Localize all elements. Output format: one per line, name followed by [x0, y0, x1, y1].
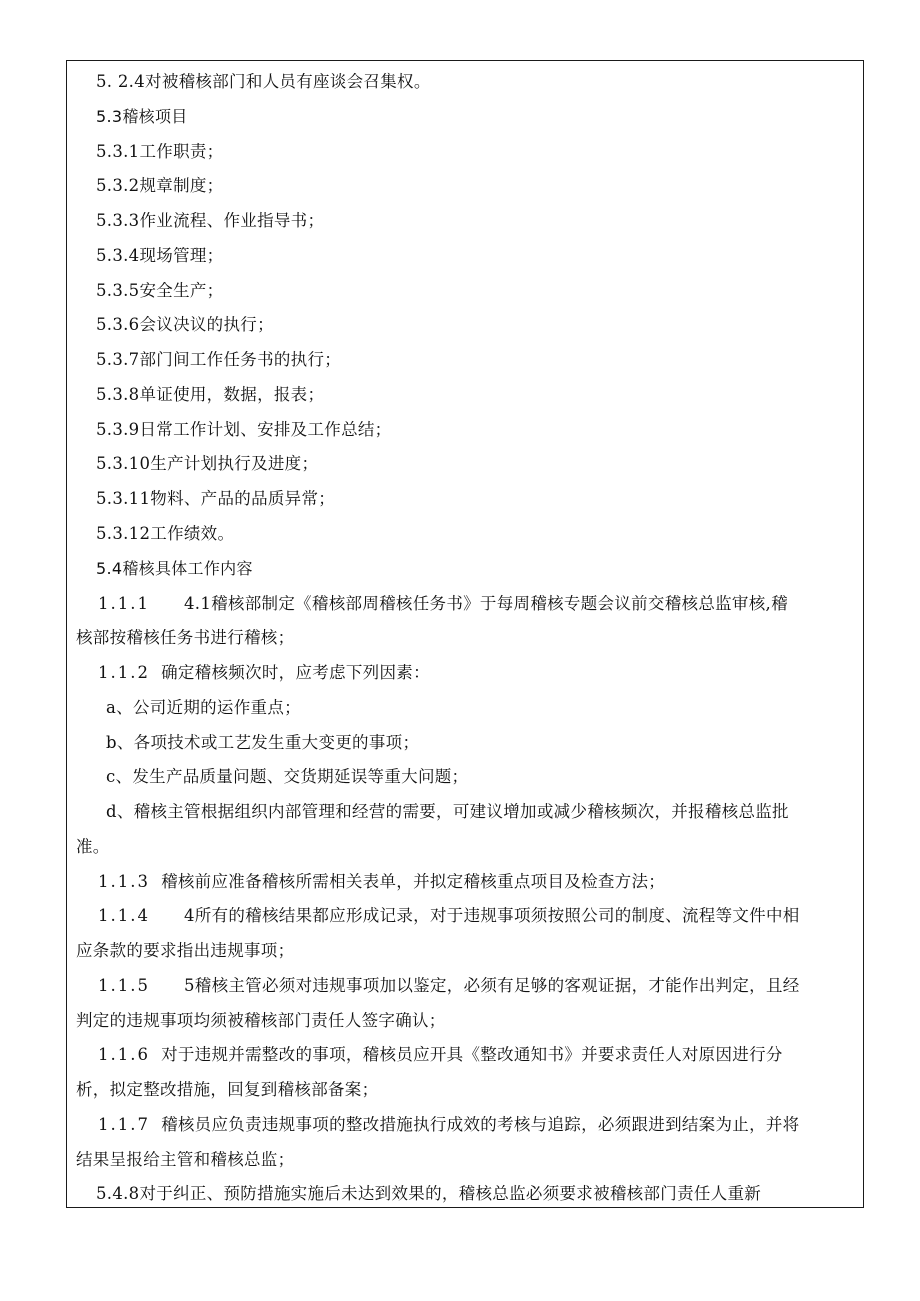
- paragraph-text: 确定稽核频次时，应考虑下列因素：: [161, 663, 430, 682]
- paragraph-1-1-2: [98, 663, 430, 683]
- paragraph-1-1-3: [98, 872, 665, 892]
- audit-item-5-3-6: 5.3.6会议决议的执行；: [96, 315, 274, 334]
- paragraph-1-1-7-continued: 结果呈报给主管和稽核总监；: [76, 1150, 295, 1169]
- audit-item-5-3-12: 5.3.12工作绩效。: [96, 524, 235, 543]
- paragraph-number: 1.1.4: [98, 906, 150, 925]
- paragraph-1-1-1-continued: 核部按稽核任务书进行稽核；: [76, 628, 295, 647]
- factor-d: d、稽核主管根据组织内部管理和经营的需要，可建议增加或减少稽核频次，并报稽核总监批: [106, 802, 789, 821]
- paragraph-text: 对于违规并需整改的事项，稽核员应开具《整改通知书》并要求责任人对原因进行分: [161, 1045, 783, 1064]
- paragraph-text: 4.1稽核部制定《稽核部周稽核任务书》于每周稽核专题会议前交稽核总监审核,稽: [183, 594, 788, 613]
- paragraph-number: 1.1.6: [98, 1045, 150, 1064]
- paragraph-text: 5稽核主管必须对违规事项加以鉴定，必须有足够的客观证据，才能作出判定，且经: [183, 976, 800, 995]
- paragraph-1-1-5-continued: 判定的违规事项均须被稽核部门责任人签字确认；: [76, 1011, 446, 1030]
- paragraph-1-1-6-continued: 析，拟定整改措施，回复到稽核部备案；: [76, 1080, 379, 1099]
- paragraph-text: 稽核员应负责违规事项的整改措施执行成效的考核与追踪，必须跟进到结案为止，并将: [161, 1115, 800, 1134]
- section-heading-5-4: 5.4稽核具体工作内容: [96, 559, 253, 578]
- paragraph-1-1-7: [98, 1115, 799, 1135]
- factor-d-continued: 准。: [76, 837, 110, 856]
- clause-5-2-4: 5. 2.4对被稽核部门和人员有座谈会召集权。: [96, 72, 431, 91]
- audit-item-5-3-9: 5.3.9日常工作计划、安排及工作总结；: [96, 420, 392, 439]
- factor-b: b、各项技术或工艺发生重大变更的事项；: [106, 733, 420, 752]
- paragraph-1-1-4-continued: 应条款的要求指出违规事项；: [76, 941, 295, 960]
- clause-5-4-8: 5.4.8对于纠正、预防措施实施后未达到效果的，稽核总监必须要求被稽核部门责任人重新: [96, 1184, 762, 1203]
- factor-c: c、发生产品质量问题、交货期延误等重大问题；: [106, 767, 469, 786]
- audit-item-5-3-4: 5.3.4现场管理；: [96, 246, 224, 265]
- audit-item-5-3-1: 5.3.1工作职责；: [96, 142, 224, 161]
- audit-item-5-3-11: 5.3.11物料、产品的品质异常；: [96, 489, 336, 508]
- paragraph-text: 稽核前应准备稽核所需相关表单，并拟定稽核重点项目及检查方法；: [161, 872, 666, 891]
- paragraph-1-1-4: [98, 906, 800, 926]
- audit-item-5-3-2: 5.3.2规章制度；: [96, 176, 224, 195]
- paragraph-1-1-5: [98, 976, 800, 996]
- audit-item-5-3-5: 5.3.5安全生产；: [96, 281, 224, 300]
- audit-item-5-3-7: 5.3.7部门间工作任务书的执行；: [96, 350, 342, 369]
- paragraph-number: 1.1.2: [98, 663, 150, 682]
- paragraph-1-1-1: [98, 594, 788, 614]
- paragraph-number: 1.1.1: [98, 594, 150, 613]
- audit-item-5-3-8: 5.3.8单证使用，数据，报表；: [96, 385, 325, 404]
- audit-item-5-3-3: 5.3.3作业流程、作业指导书；: [96, 211, 325, 230]
- paragraph-number: 1.1.7: [98, 1115, 150, 1134]
- factor-a: a、公司近期的运作重点；: [106, 698, 301, 717]
- paragraph-number: 1.1.3: [98, 872, 150, 891]
- paragraph-1-1-6: [98, 1045, 783, 1065]
- section-heading-5-3: 5.3稽核项目: [96, 107, 188, 126]
- audit-item-5-3-10: 5.3.10生产计划执行及进度；: [96, 454, 319, 473]
- paragraph-text: 4所有的稽核结果都应形成记录，对于违规事项须按照公司的制度、流程等文件中相: [183, 906, 800, 925]
- paragraph-number: 1.1.5: [98, 976, 150, 995]
